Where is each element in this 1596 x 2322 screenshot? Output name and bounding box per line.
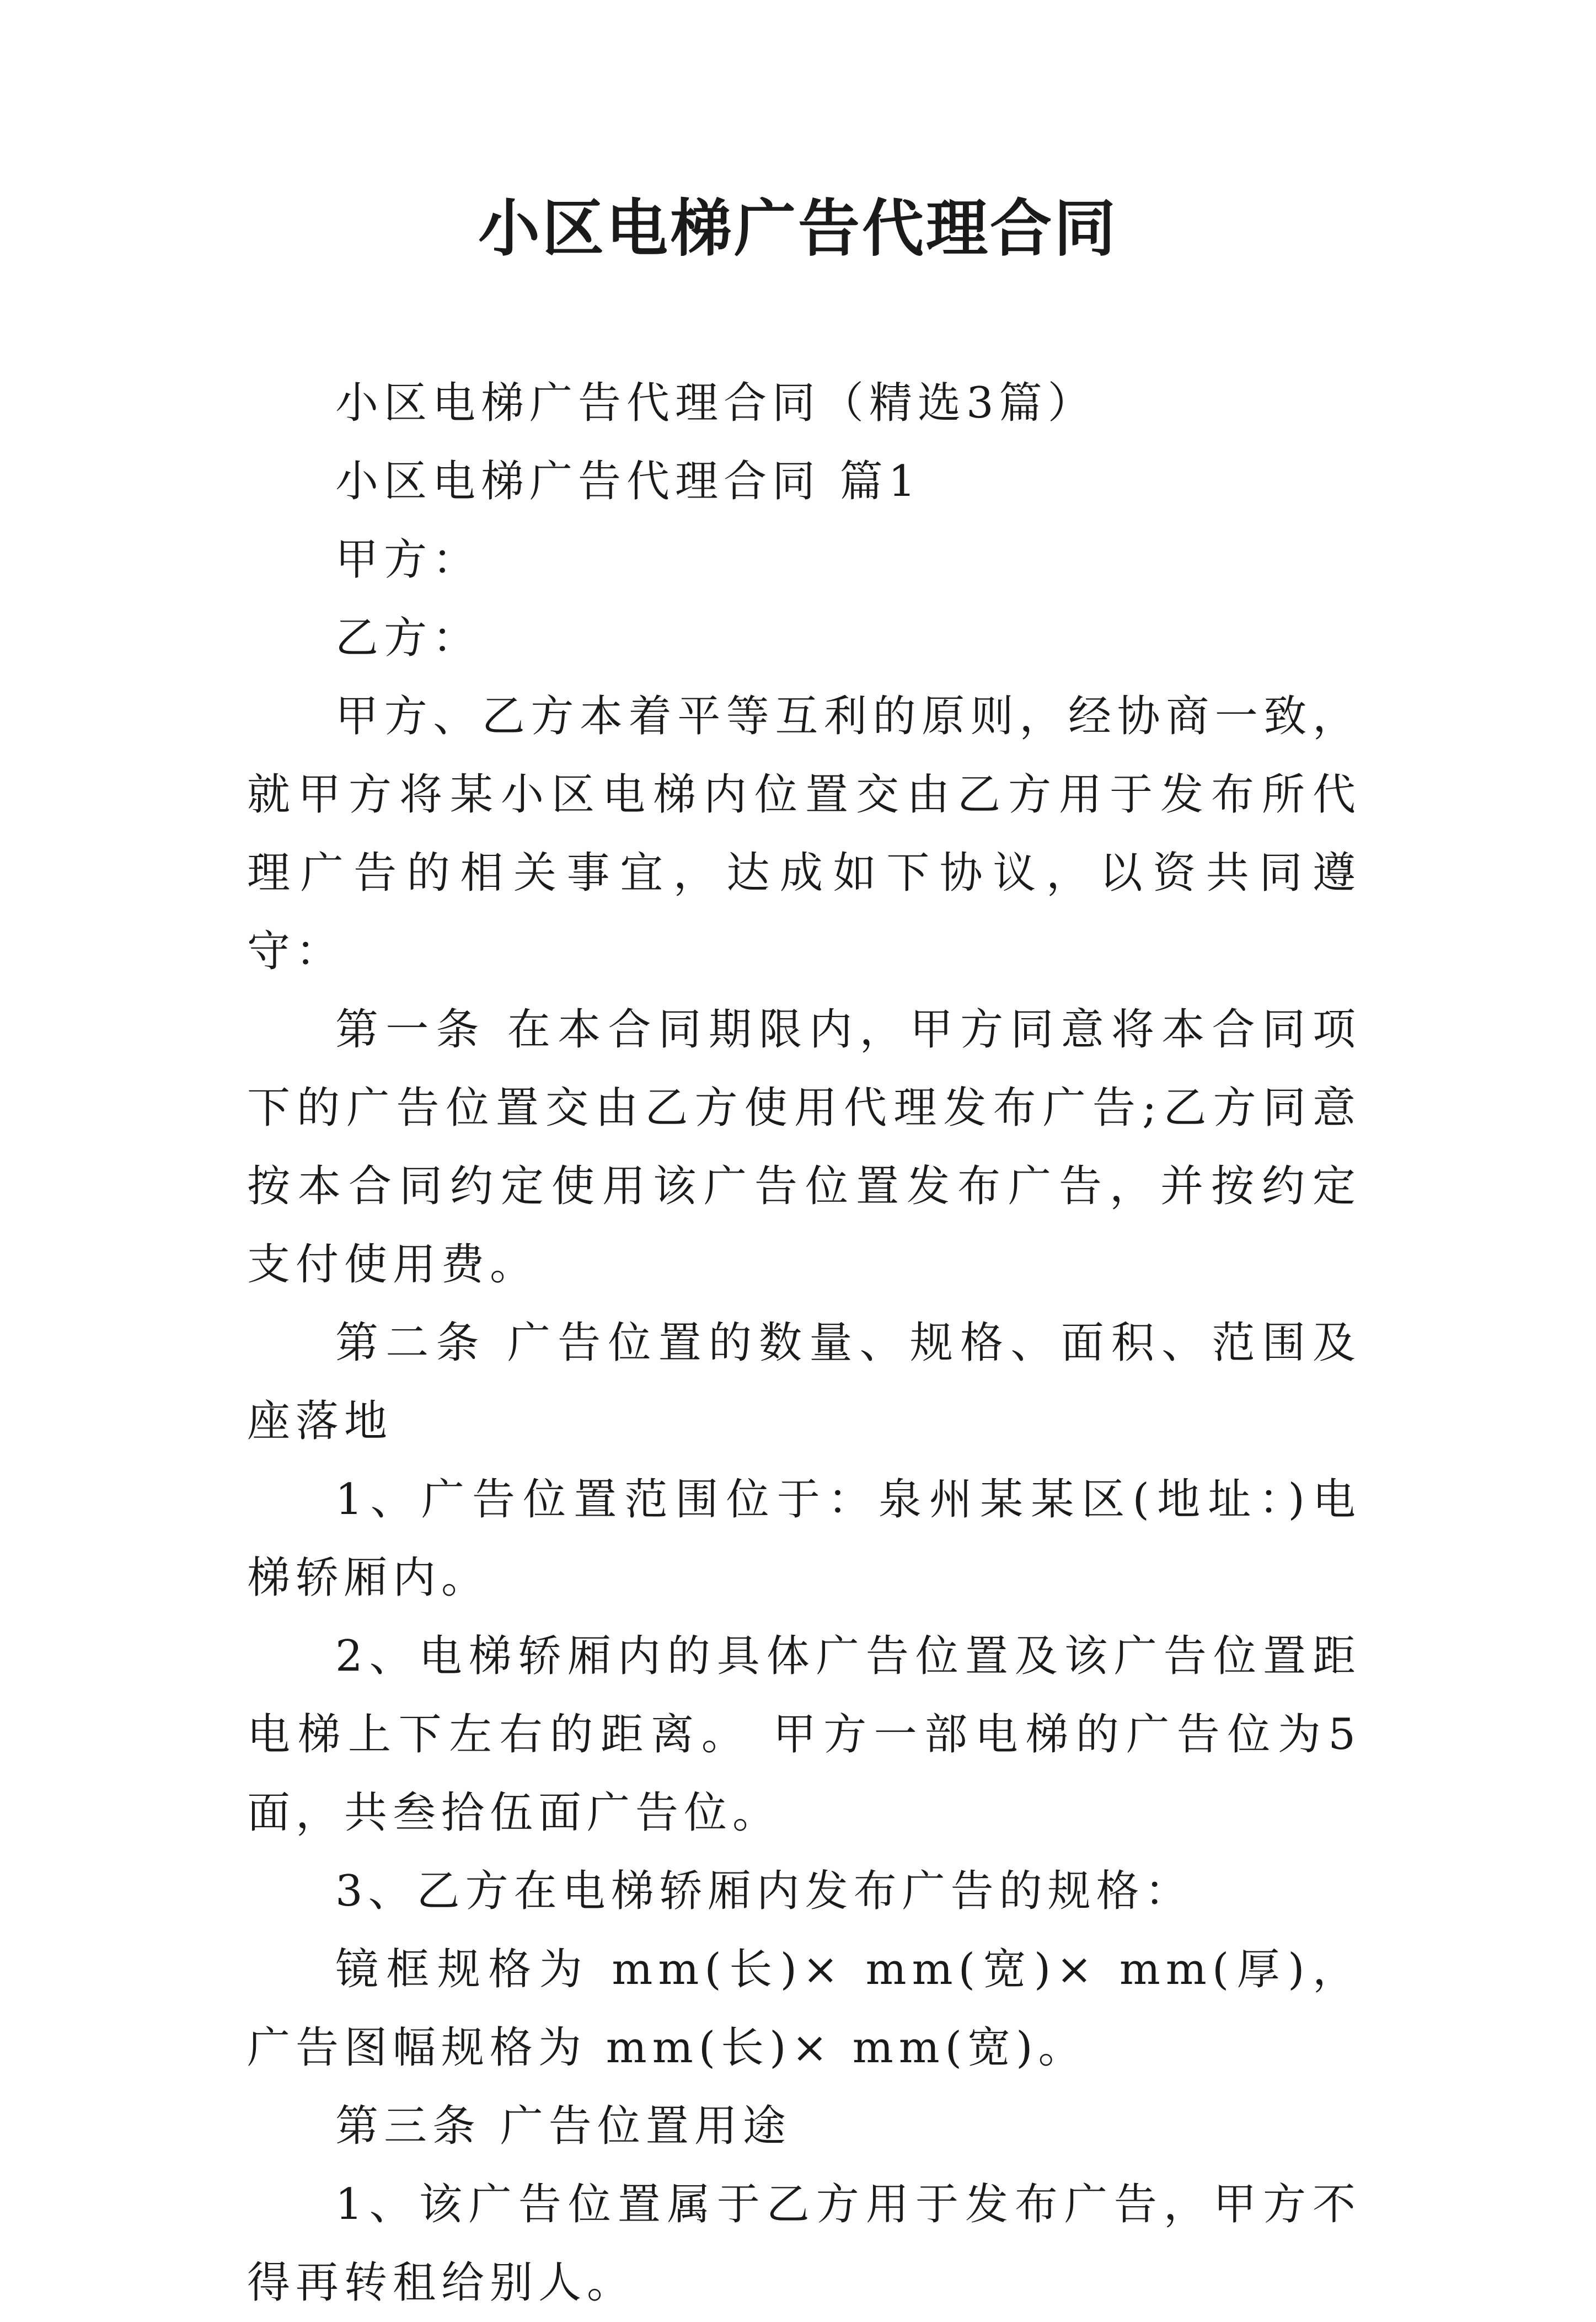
subtitle-selection: 小区电梯广告代理合同（精选3篇）	[335, 378, 1096, 428]
document-title: 小区电梯广告代理合同	[478, 192, 1118, 265]
party-a-line: 甲方：	[335, 535, 481, 585]
party-b-line: 乙方：	[335, 613, 481, 663]
article-3-heading: 第三条 广告位置用途	[335, 2101, 791, 2151]
document-body	[247, 364, 1361, 2322]
article-2-item-1: 1、广告位置范围位于：泉州某某区(地址：)电梯轿厢内。	[247, 1475, 1361, 1603]
section-heading-part-1: 小区电梯广告代理合同 篇1	[335, 457, 922, 506]
article-1-paragraph: 第一条 在本合同期限内，甲方同意将本合同项下的广告位置交由乙方使用代理发布广告;乙方同意按本合同约定使用该广告位置发布广告，并按约定支付使用费。	[247, 1005, 1361, 1290]
preamble-paragraph: 甲方、乙方本着平等互利的原则，经协商一致，就甲方将某小区电梯内位置交由乙方用于发布所代理广告的相关事宜，达成如下协议，以资共同遵守：	[247, 692, 1361, 976]
article-3-item-1: 1、该广告位置属于乙方用于发布广告，甲方不得再转租给别人。	[247, 2180, 1361, 2308]
article-2-item-3: 3、乙方在电梯轿厢内发布广告的规格：	[335, 1866, 1193, 1916]
article-2-heading: 第二条 广告位置的数量、规格、面积、范围及座落地	[247, 1318, 1361, 1446]
frame-spec-paragraph: 镜框规格为 mm(长)× mm(宽)× mm(厚)， 广告图幅规格为 mm(长)× mm(宽)。	[247, 1945, 1361, 2073]
article-2-item-2: 2、电梯轿厢内的具体广告位置及该广告位置距电梯上下左右的距离。 甲方一部电梯的广告位为5面，共叁拾伍面广告位。	[247, 1631, 1361, 1838]
